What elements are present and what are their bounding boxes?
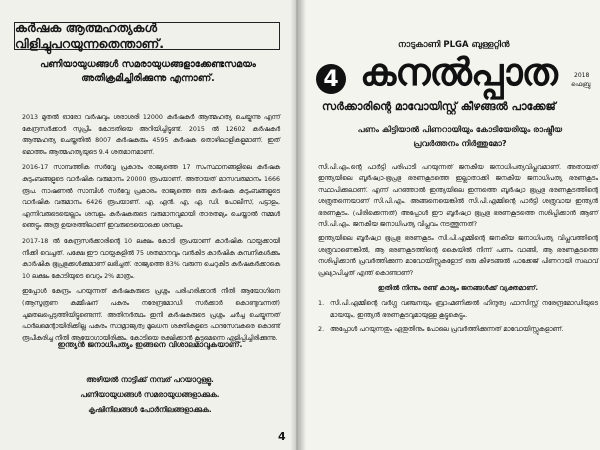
right-page-body: [318, 162, 598, 339]
numbered-item-2: [318, 324, 598, 335]
masthead-small-title: നാടുകാണി PLGA ബുള്ളറ്റിൻ: [398, 40, 510, 50]
right-paragraph-1: സി.പി.എം.ന്റെ പാർട്ടി പരിപാടി പറയുന്നത് ജനകീയ ജനാധിപത്യവിപ്ലവമാണ്. അതായത് ഇന്ത്യയിലെ ബൂർഷ്വാ-ഭൂപ്രഭു ഭരണകൂടത്തെ ഇല്ലാതാക്കി ജനകീയ ജനാധിപത്യ ഭരണകൂടം സ്ഥാപിക്കലാണ്. എന്ന് പറഞ്ഞാൽ ഇന്ത്യയിലെ ഇന്നത്തെ ബൂർഷ്വാ ഭൂപ്രഭു ഭരണകൂടത്തിന്റെ ശത്രുതന്നെയാണ് സി.പി.എം. അങ്ങനെയെങ്കിൽ സി.പി.എമ്മിന്റെ പാർട്ടി ശത്രുവായ ഇന്ത്യൻ ഭരണകൂടം. (പിരിക്കെന്നത്) അപ്പോൾ ഈ ബൂർഷ്വാ ഭൂപ്രഭു ഭരണകൂടത്തെ നശിപ്പിക്കാൻ ആണ് സി.പി.എം. ജനകീയ ജനാധിപത്യ വിപ്ലവം നടത്തുന്നത്?: [318, 163, 598, 229]
left-paragraph-4: ഇപ്പോൾ കേന്ദ്രം പറയുന്നത് കർഷകരുടെ പ്രശ്നം പരിഹരിക്കാൻ നീതി ആയോഗിനെ (ആസൂത്രണ കമ്മീഷന് പകരം നരേന്ദ്രമോഡി സർക്കാർ കൊണ്ടുവന്നത്) ചുമതലപ്പെടുത്തിയിട്ടുണ്ടെന്ന്. അതിനർത്ഥം ഇനി കർഷകരുടെ പ്രശ്നം ചർച്ച ചെയ്യുന്നത് പാർലമെന്റായിരിക്കില്ല പകരം സാമ്രാജ്യത്വ മൂലധന ശക്തികളുടെ പാദസേവകരെ കൊണ്ട് രൂപീകരിച്ച നീതി ആയോഗായിരിക്കും. കോടിയെ രക്ഷിക്കാൻ കൂടുമെന്നെ എളിപ്പിച്ചിരിക്കുന്നു.: [22, 288, 280, 342]
left-page-number: 4: [278, 430, 286, 443]
left-heading-text: കർഷക ആത്മഹത്യകൾ വിളിച്ചുപറയുന്നതെന്താണ്.: [15, 20, 164, 51]
left-paragraph-1: 2013 മുതൽ ഓരോ വർഷവും ശരാശരി 12000 കർഷകർ ആത്മഹത്യ ചെയ്യുന്നു എന്ന് കേന്ദ്രസർക്കാർ സുപ്രീം കോടതിയെ അറിയിച്ചിട്ടുണ്ട്. 2015 ൽ 12602 കർഷകർ ആത്മഹത്യ ചെയ്തതിൽ 8007 കർഷകരും 4595 കർഷക തൊഴിലാളികളുമാണ്. ഇത് മൊത്തം ആത്മഹത്യയുടെ 9.4 ശതമാനമാണ്.: [22, 114, 280, 156]
page-gutter: [290, 0, 306, 450]
article-subtitle: പണം കിട്ടിയാൽ പിണറായിയും കോടിയേരിയും രാഷ്ട്രീയ പ്രവർത്തനം നിർത്തുമോ?: [357, 124, 563, 148]
quote-line-1: അഴിയൽ നാട്ടിക്ക് നമ്പര് പറയാറുള്ളൂ.: [86, 375, 214, 384]
article-title: സർക്കാരിന്റെ മാവോയിസ്റ്റ് കീഴങ്ങൽ പാക്കേജ്: [322, 100, 556, 113]
left-page-body: [22, 112, 280, 348]
left-quote-block: [50, 372, 250, 417]
left-page-subheading: പണിയായുധങ്ങൾ സമരായുധങ്ങളാക്കേണ്ടസമയം അതിക്രമിച്ചിരിക്കുന്നു എന്നാണ്.: [40, 59, 256, 84]
right-paragraph-2: ഇന്ത്യയിലെ ബൂർഷ്വാ ഭൂപ്രഭു ഭരണകൂടം സി.പി.എമ്മിന്റെ ജനകീയ ജനാധിപത്യ വിപ്ലവത്തിന്റെ ശത്രുവാണെങ്കിൽ, ആ ഭരണകൂടത്തിന്റെ കൈയിൽ നിന്ന് പണം വാങ്ങി, ആ ഭരണകൂടത്തെ നശിപ്പിക്കാൻ പ്രവർത്തിക്കുന്ന മാവോയിസ്റ്റുകളോട് ഒരു കീഴടങ്ങൽ പാക്കേജ് പിണറായി സഖാവ് പ്രഖ്യാപിച്ചത് എന്ത് കൊണ്ടാണ്?: [318, 234, 598, 277]
issue-month: ഫെബ്രു: [571, 81, 591, 88]
right-paragraph-3: ഇതിൽ നിന്നും രണ്ട് കാര്യം ജനങ്ങൾക്ക് വ്യക്തമാണ്.: [378, 284, 538, 293]
numbered-item-1: [318, 298, 598, 321]
numbered-item-2-number: 2.: [318, 325, 325, 334]
masthead-title: കനൽപ്പാത: [360, 50, 557, 94]
issue-year: 2018: [574, 72, 590, 79]
left-page-heading: [14, 22, 280, 50]
numbered-item-1-text: സി.പി.എമ്മിന്റെ വർഗ്ഗ വഞ്ചനയും ബ്രാഹ്മണിക്കൽ ഹിന്ദുത്വ ഫാസിസ്റ്റ് നരേന്ദ്രമോഡിയുടെ മായയും, ഇന്ത്യൻ ഭരണകൂടവുമായുള്ള കൂട്ടുകെട്ടും.: [330, 299, 598, 319]
left-paragraph-2: 2016-17 സാമ്പത്തിക സർവ്വേ പ്രകാരം രാജ്യത്തെ 17 സംസ്ഥാനങ്ങളിലെ കർഷക കുടുംബങ്ങളുടെ വാർഷിക വരുമാനം 20000 രൂപയാണ്. അതായത് മാസവരുമാനം 1666 രൂപ. നാഷണൽ സാമ്പിൾ സർവ്വേ പ്രകാരം രാജ്യത്തെ ഒരു കർഷക കുടുംബങ്ങളുടെ വാർഷിക വരുമാനം 6426 രൂപയാണ്. എ. എൻ. എ, എ. ഡി. പോലീസ്, പട്ടാളം, എന്നിവരുടെയെല്ലാം ശമ്പളം കർഷകരുടെ വരുമാനവുമായി താരതമ്യം ചെയ്താൽ നമ്മൾ ഞെട്ടും അത്ര ഉയരത്തിലാണ് ഇവരുടെയൊക്കെ ശമ്പളം: [22, 164, 280, 230]
left-paragraph-3: 2017-18 ൽ കേന്ദ്രസർക്കാരിന്റെ 10 ലക്ഷം കോടി രൂപയാണ് കാർഷിക വായ്പക്കായി നീക്കി വെച്ചത്. പക്ഷേ ഈ വായ്പകളിൽ 75 ശതമാനവും വൻകിട കാർഷിക കമ്പനികൾക്കും കാർഷിക ഭൂപ്രഭുക്കൾക്കുമാണ് ലഭിച്ചത്. രാജ്യത്തെ 83% വരുന്ന ചെറുകിട കർഷകർക്കാകെ 10 ലക്ഷം കോടിയുടെ വെറും 2% മാത്രം.: [22, 237, 280, 280]
issue-number-badge: 4: [316, 64, 346, 94]
numbered-item-1-number: 1.: [318, 299, 325, 308]
left-closing-line: ഇന്ത്യൻ ജനാധിപത്യം ഇങ്ങനെ വിശാലമാവുകയാണ്.: [57, 340, 243, 349]
numbered-item-2-text: അപ്പോൾ പറയുന്നതും ഏതുതിനും പോലെ പ്രവർത്തിക്കുന്നത് മാവോയിസ്റ്റുകളാണ്.: [330, 325, 564, 334]
quote-line-2: പണിയായുധങ്ങൾ സമരായുധങ്ങളാക്കുക.: [80, 390, 220, 399]
quote-line-3: കൃഷിനിലങ്ങൾ പോർനിലങ്ങളാക്കുക.: [88, 405, 212, 414]
